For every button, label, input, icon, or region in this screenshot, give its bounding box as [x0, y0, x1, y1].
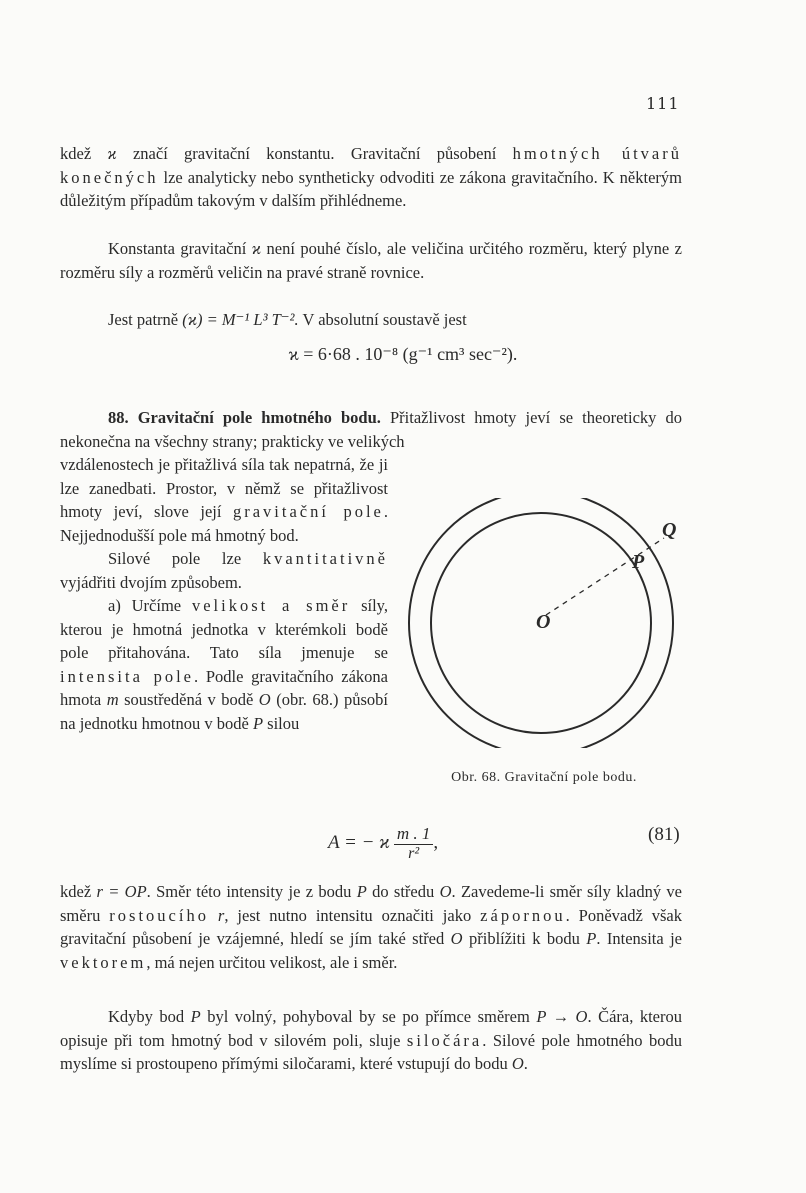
label-P: P: [632, 551, 645, 573]
gravitational-field-figure: [396, 498, 696, 748]
radius-line: [546, 538, 664, 615]
equation-number: (81): [648, 824, 680, 845]
figure-caption: Obr. 68. Gravitační pole bodu.: [451, 770, 637, 785]
equation-81-body: A = − ϰ $\frac{m . 1}{\text{r²}}$ ,: [328, 824, 439, 862]
paragraph-intensity: kdež r = OP. Směr této intensity je z bodu P do středu O. Zavedeme-li směr síly kladný ve směru rostoucího r, jest nutno intensitu označiti jako zápornou. Poněvadž však gravitační působení je vzájemné, hledí se jím také střed O přiblížiti k bodu P. Intensita je vektorem, má nejen určitou velikost, ale i směr.: [60, 882, 683, 972]
column-paragraph-1: vzdálenostech je přitažlivá síla tak nepatrná, že ji lze zanedbati. Prostor, v němž se přitažlivost hmoty jeví, slove její gravitační pole. Nejjednodušší pole má hmotný bod.: [60, 455, 388, 545]
section-paragraph: 88. Gravitační pole hmotného bodu. Přitažlivost hmoty jeví se theoreticky do nekonečna na všechny strany; prakticky ve velikých: [60, 408, 682, 451]
paragraph-field-lines: Kdyby bod P byl volný, pohyboval by se po přímce směrem P → O. Čára, kterou opisuje při tom hmotný bod v silovém poli, sluje siločára. Silové pole hmotného bodu myslíme si prostoupeno přímými siločarami, které vstupují do bodu O.: [60, 1007, 682, 1073]
equation-81: [0, 808, 806, 868]
paragraph-constant: Konstanta gravitační ϰ není pouhé číslo, ale veličina určitého rozměru, který plyne z rozměru síly a rozměrů veličin na pravé straně rovnice.: [60, 239, 682, 282]
formula-gravitational-constant: ϰ = 6·68 . 10⁻⁸ (g⁻¹ cm³ sec⁻²).: [288, 344, 518, 364]
section-heading: 88. Gravitační pole hmotného bodu.: [108, 408, 381, 427]
label-Q: Q: [662, 519, 677, 541]
label-O: O: [536, 611, 551, 633]
page-number: 111: [646, 94, 680, 113]
paragraph-intro: kdež ϰ značí gravitační konstantu. Gravitační působení hmotných útvarů konečných lze analyticky nebo syntheticky odvoditi ze zákona gravitačního. K některým důležitým případům takovým v dalším přihlédneme.: [60, 144, 682, 210]
column-paragraph-3: a) Určíme velikost a směr síly, kterou je hmotná jednotka v kterémkoli bodě pole přitahována. Tato síla jmenuje se intensita pole. Podle gravitačního zákona hmota m soustředěná v bodě O (obr. 68.) působí na jednotku hmotnou v bodě P silou: [60, 596, 388, 733]
column-paragraph-2: Silové pole lze kvantitativně vyjádřiti dvojím způsobem.: [60, 549, 388, 592]
column-text: [60, 453, 388, 735]
paragraph-dimension: Jest patrně (ϰ) = M⁻¹ L³ T⁻². V absolutní soustavě jest: [108, 310, 467, 329]
